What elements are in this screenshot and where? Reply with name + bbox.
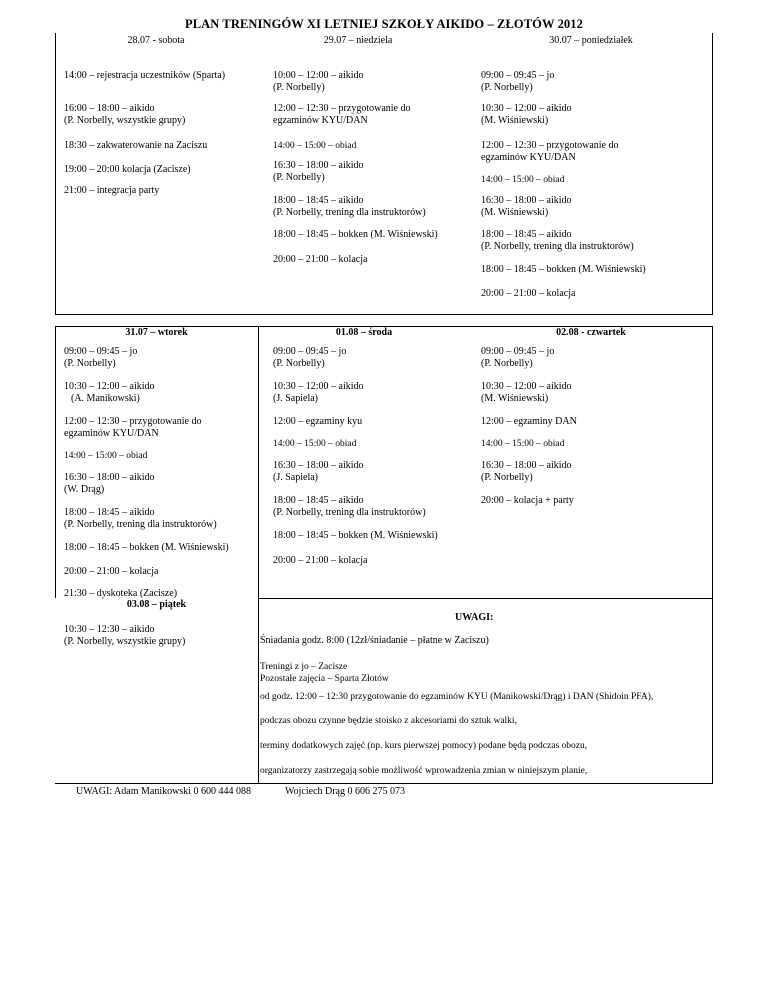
schedule-entry: 14:00 – 15:00 – obiad xyxy=(64,451,148,461)
schedule-entry: 10:30 – 12:00 – aikido (J. Sapiela) xyxy=(273,381,364,404)
grid-line xyxy=(55,314,713,315)
grid-line xyxy=(55,326,56,598)
schedule-entry: 14:00 – 15:00 – obiad xyxy=(273,141,357,151)
note: podczas obozu czynne będzie stoisko z akcesoriami do sztuk walki, xyxy=(260,716,517,726)
schedule-entry: 12:00 – 12:30 – przygotowanie do egzaminów KYU/DAN xyxy=(481,140,619,163)
schedule-entry: 10:30 – 12:00 – aikido (M. Wiśniewski) xyxy=(481,103,572,126)
note: od godz. 12:00 – 12:30 przygotowanie do egzaminów KYU (Manikowski/Drąg) i DAN (Shidoin PFA), xyxy=(260,692,654,702)
schedule-entry: 18:00 – 18:45 – aikido (P. Norbelly, trening dla instruktorów) xyxy=(481,229,634,252)
schedule-entry: 20:00 – 21:00 – kolacja xyxy=(64,566,159,577)
note: terminy dodatkowych zajęć (np. kurs pierwszej pomocy) podane będą podczas obozu, xyxy=(260,741,588,751)
day-header: 02.08 - czwartek xyxy=(556,327,626,338)
day-header: 31.07 – wtorek xyxy=(125,327,188,338)
schedule-entry: 10:00 – 12:00 – aikido (P. Norbelly) xyxy=(273,70,364,93)
schedule-entry: 16:30 – 18:00 – aikido (P. Norbelly) xyxy=(481,460,572,483)
note: Śniadania godz. 8:00 (12zł/śniadanie – płatne w Zaciszu) xyxy=(260,635,489,646)
schedule-entry: 21:00 – integracja party xyxy=(64,185,160,196)
grid-line xyxy=(55,783,713,784)
note: organizatorzy zastrzegają sobie możliwość wprowadzenia zmian w niniejszym planie, xyxy=(260,766,588,776)
schedule-entry: 18:00 – 18:45 – aikido (P. Norbelly, trening dla instruktorów) xyxy=(273,495,426,518)
schedule-entry: 20:00 – kolacja + party xyxy=(481,495,574,506)
schedule-entry: 12:00 – 12:30 – przygotowanie do egzaminów KYU/DAN xyxy=(273,103,411,126)
day-header: 28.07 - sobota xyxy=(127,35,185,46)
schedule-entry: 18:00 – 18:45 – bokken (M. Wiśniewski) xyxy=(481,264,646,275)
day-header: 03.08 – piątek xyxy=(126,599,187,610)
schedule-entry: 18:00 – 18:45 – bokken (M. Wiśniewski) xyxy=(64,542,229,553)
schedule-entry: 19:00 – 20:00 kolacja (Zacisze) xyxy=(64,164,191,175)
schedule-entry: 09:00 – 09:45 – jo (P. Norbelly) xyxy=(481,346,555,369)
schedule-entry: 18:00 – 18:45 – bokken (M. Wiśniewski) xyxy=(273,530,438,541)
grid-line xyxy=(712,326,713,783)
schedule-entry: 16:30 – 18:00 – aikido (P. Norbelly) xyxy=(273,160,364,183)
schedule-entry: 18:00 – 18:45 – aikido (P. Norbelly, trening dla instruktorów) xyxy=(64,507,217,530)
schedule-entry: 14:00 – 15:00 – obiad xyxy=(481,439,565,449)
day-header: 30.07 – poniedziałek xyxy=(549,35,633,46)
note: Pozostałe zajęcia – Sparta Złotów xyxy=(260,674,389,684)
schedule-entry: 09:00 – 09:45 – jo (P. Norbelly) xyxy=(273,346,347,369)
schedule-entry: 12:00 – egzaminy kyu xyxy=(273,416,363,427)
grid-line xyxy=(258,598,713,599)
schedule-entry: 09:00 – 09:45 – jo (P. Norbelly) xyxy=(64,346,138,369)
schedule-entry: 18:00 – 18:45 – aikido (P. Norbelly, trening dla instruktorów) xyxy=(273,195,426,218)
schedule-entry: 18:30 – zakwaterowanie na Zaciszu xyxy=(64,140,208,151)
grid-line xyxy=(712,33,713,314)
schedule-entry: 14:00 – rejestracja uczestników (Sparta) xyxy=(64,70,226,81)
schedule-entry: 20:00 – 21:00 – kolacja xyxy=(273,254,368,265)
schedule-entry: 20:00 – 21:00 – kolacja xyxy=(481,288,576,299)
schedule-entry: 16:30 – 18:00 – aikido (M. Wiśniewski) xyxy=(481,195,572,218)
schedule-entry: 21:30 – dyskoteka (Zacisze) xyxy=(64,588,178,599)
schedule-entry: 20:00 – 21:00 – kolacja xyxy=(273,555,368,566)
grid-line xyxy=(55,33,56,314)
schedule-entry: 12:00 – 12:30 – przygotowanie do egzaminów KYU/DAN xyxy=(64,416,202,439)
schedule-entry: 14:00 – 15:00 – obiad xyxy=(481,175,565,185)
footer-contact: Wojciech Drąg 0 606 275 073 xyxy=(285,786,405,797)
uwagi-title: UWAGI: xyxy=(455,612,494,623)
schedule-entry: 12:00 – egzaminy DAN xyxy=(481,416,577,427)
note: Treningi z jo – Zacisze xyxy=(260,662,348,672)
schedule-entry: 16:00 – 18:00 – aikido (P. Norbelly, wszystkie grupy) xyxy=(64,103,186,126)
footer-contact: UWAGI: Adam Manikowski 0 600 444 088 xyxy=(76,786,251,797)
day-header: 29.07 – niedziela xyxy=(323,35,393,46)
schedule-entry: 16:30 – 18:00 – aikido (W. Drąg) xyxy=(64,472,155,495)
schedule-entry: 10:30 – 12:30 – aikido (P. Norbelly, wszystkie grupy) xyxy=(64,624,186,647)
schedule-entry: 14:00 – 15:00 – obiad xyxy=(273,439,357,449)
schedule-entry: 16:30 – 18:00 – aikido (J. Sapiela) xyxy=(273,460,364,483)
schedule-entry: 18:00 – 18:45 – bokken (M. Wiśniewski) xyxy=(273,229,438,240)
page-title: PLAN TRENINGÓW XI LETNIEJ SZKOŁY AIKIDO – ZŁOTÓW 2012 xyxy=(185,17,583,31)
grid-line xyxy=(258,326,259,783)
schedule-entry: 10:30 – 12:00 – aikido (M. Wiśniewski) xyxy=(481,381,572,404)
day-header: 01.08 – środa xyxy=(335,327,393,338)
schedule-entry: 10:30 – 12:00 – aikido (A. Manikowski) xyxy=(64,381,155,404)
schedule-entry: 09:00 – 09:45 – jo (P. Norbelly) xyxy=(481,70,555,93)
